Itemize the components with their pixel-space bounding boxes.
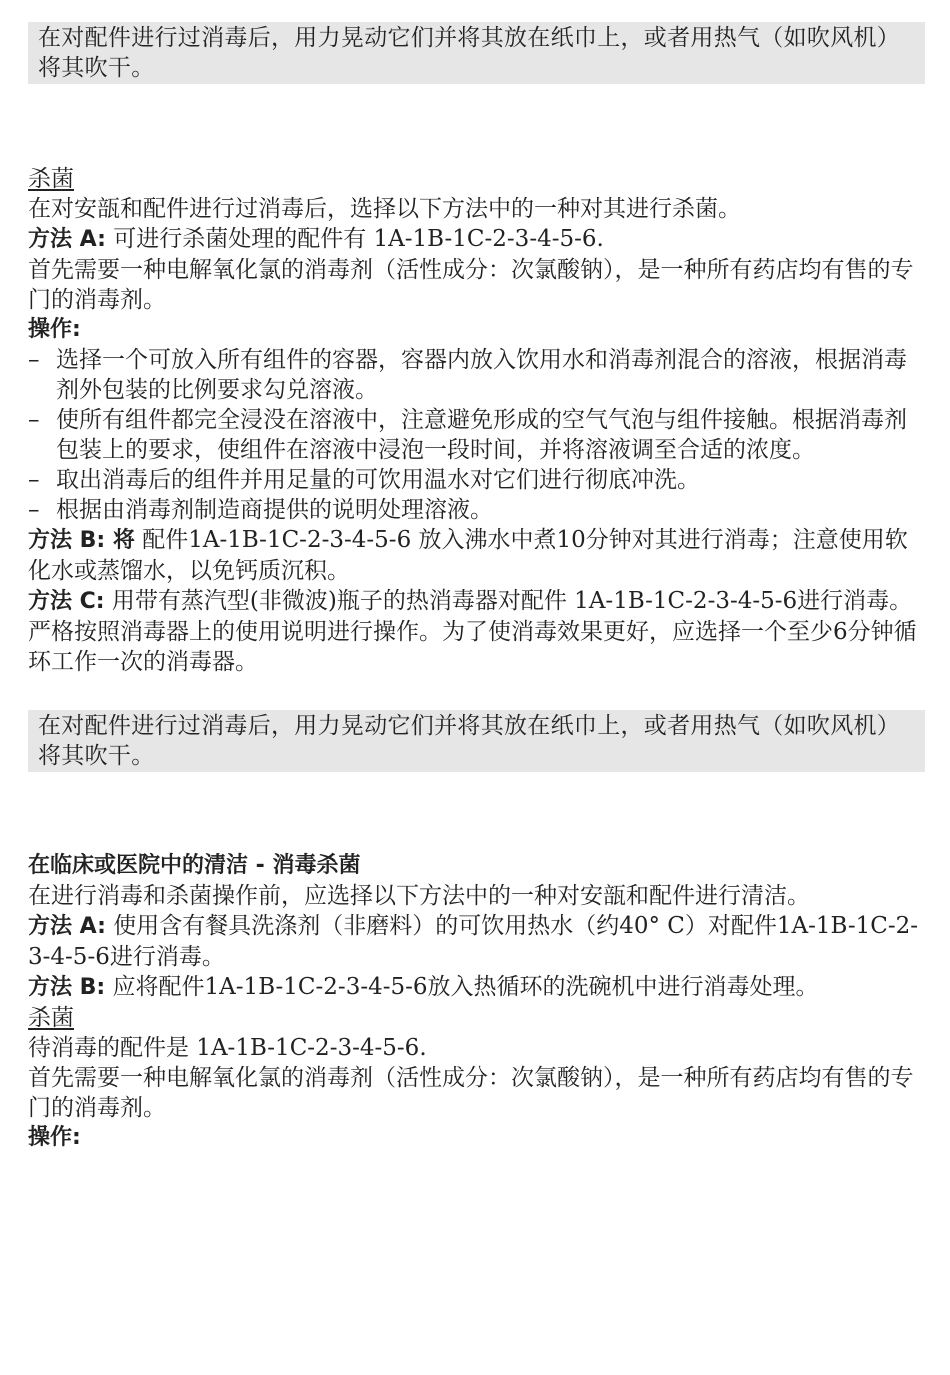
method-c-line [28,586,925,677]
clinical-method-a-label: 方法 A: [28,914,106,939]
clinical-method-b-label: 方法 B: [28,975,106,1000]
method-a-desc: 首先需要一种电解氧化氯的消毒剂（活性成分：次氯酸钠），是一种所有药店均有售的专门的消毒剂。 [28,257,914,313]
method-a-label: 方法 A: [28,227,106,252]
method-b-line [28,525,925,586]
clinical-method-a-line [28,911,925,972]
method-a-line [28,224,925,255]
method-b-text: 配件1A-1B-1C-2-3-4-5-6 放入沸水中煮10分钟对其进行消毒；注意使用软化水或蒸馏水，以免钙质沉积。 [28,527,908,584]
list-item: – 取出消毒后的组件并用足量的可饮用温水对它们进行彻底冲洗。 [28,465,925,495]
method-c-label: 方法 C: [28,589,105,614]
clinical-parts-text: 待消毒的配件是 1A-1B-1C-2-3-4-5-6. [28,1035,427,1061]
clinical-method-b-text: 应将配件1A-1B-1C-2-3-4-5-6放入热循环的洗碗机中进行消毒处理。 [112,974,819,1000]
clinical-method-a-text: 使用含有餐具洗涤剂（非磨料）的可饮用热水（约40° C）对配件1A-1B-1C-2-3-4-5-6进行消毒。 [28,913,919,970]
middle-note-text: 在对配件进行过消毒后，用力晃动它们并将其放在纸巾上，或者用热气（如吹风机）将其吹干。 [38,713,901,769]
clinical-operation-label: 操作: [28,1125,81,1150]
method-b-label: 方法 B: 将 [28,528,135,553]
middle-note-box [28,710,925,772]
operation-label: 操作: [28,317,81,342]
list-item: – 使所有组件都完全浸没在溶液中，注意避免形成的空气气泡与组件接触。根据消毒剂包装上的要求，使组件在溶液中浸泡一段时间，并将溶液调至合适的浓度。 [28,405,925,465]
clinical-section [28,851,925,1153]
method-c-text: 用带有蒸汽型(非微波)瓶子的热消毒器对配件 1A-1B-1C-2-3-4-5-6进行消毒。严格按照消毒器上的使用说明进行操作。为了使消毒效果更好，应选择一个至少6分钟循环工作一次的消毒器。 [28,588,917,675]
list-item: – 根据由消毒剂制造商提供的说明处理溶液。 [28,495,925,525]
sterilize-title: 杀菌 [28,166,74,192]
clinical-title: 在临床或医院中的清洁 - 消毒杀菌 [28,853,361,878]
operation-steps [28,345,925,525]
clinical-intro: 在进行消毒和杀菌操作前，应选择以下方法中的一种对安瓿和配件进行清洁。 [28,883,810,909]
top-note-text: 在对配件进行过消毒后，用力晃动它们并将其放在纸巾上，或者用热气（如吹风机）将其吹干。 [38,25,901,81]
clinical-method-b-line [28,972,925,1003]
sterilize-intro: 在对安瓿和配件进行过消毒后，选择以下方法中的一种对其进行杀菌。 [28,196,741,222]
list-item: – 选择一个可放入所有组件的容器，容器内放入饮用水和消毒剂混合的溶液，根据消毒剂外包装的比例要求勾兑溶液。 [28,345,925,405]
clinical-sterilize-title: 杀菌 [28,1005,74,1031]
top-note-box [28,22,925,84]
method-a-text: 可进行杀菌处理的配件有 1A-1B-1C-2-3-4-5-6. [113,226,604,252]
sterilize-section [28,164,925,677]
clinical-desc: 首先需要一种电解氧化氯的消毒剂（活性成分：次氯酸钠），是一种所有药店均有售的专门的消毒剂。 [28,1065,914,1121]
